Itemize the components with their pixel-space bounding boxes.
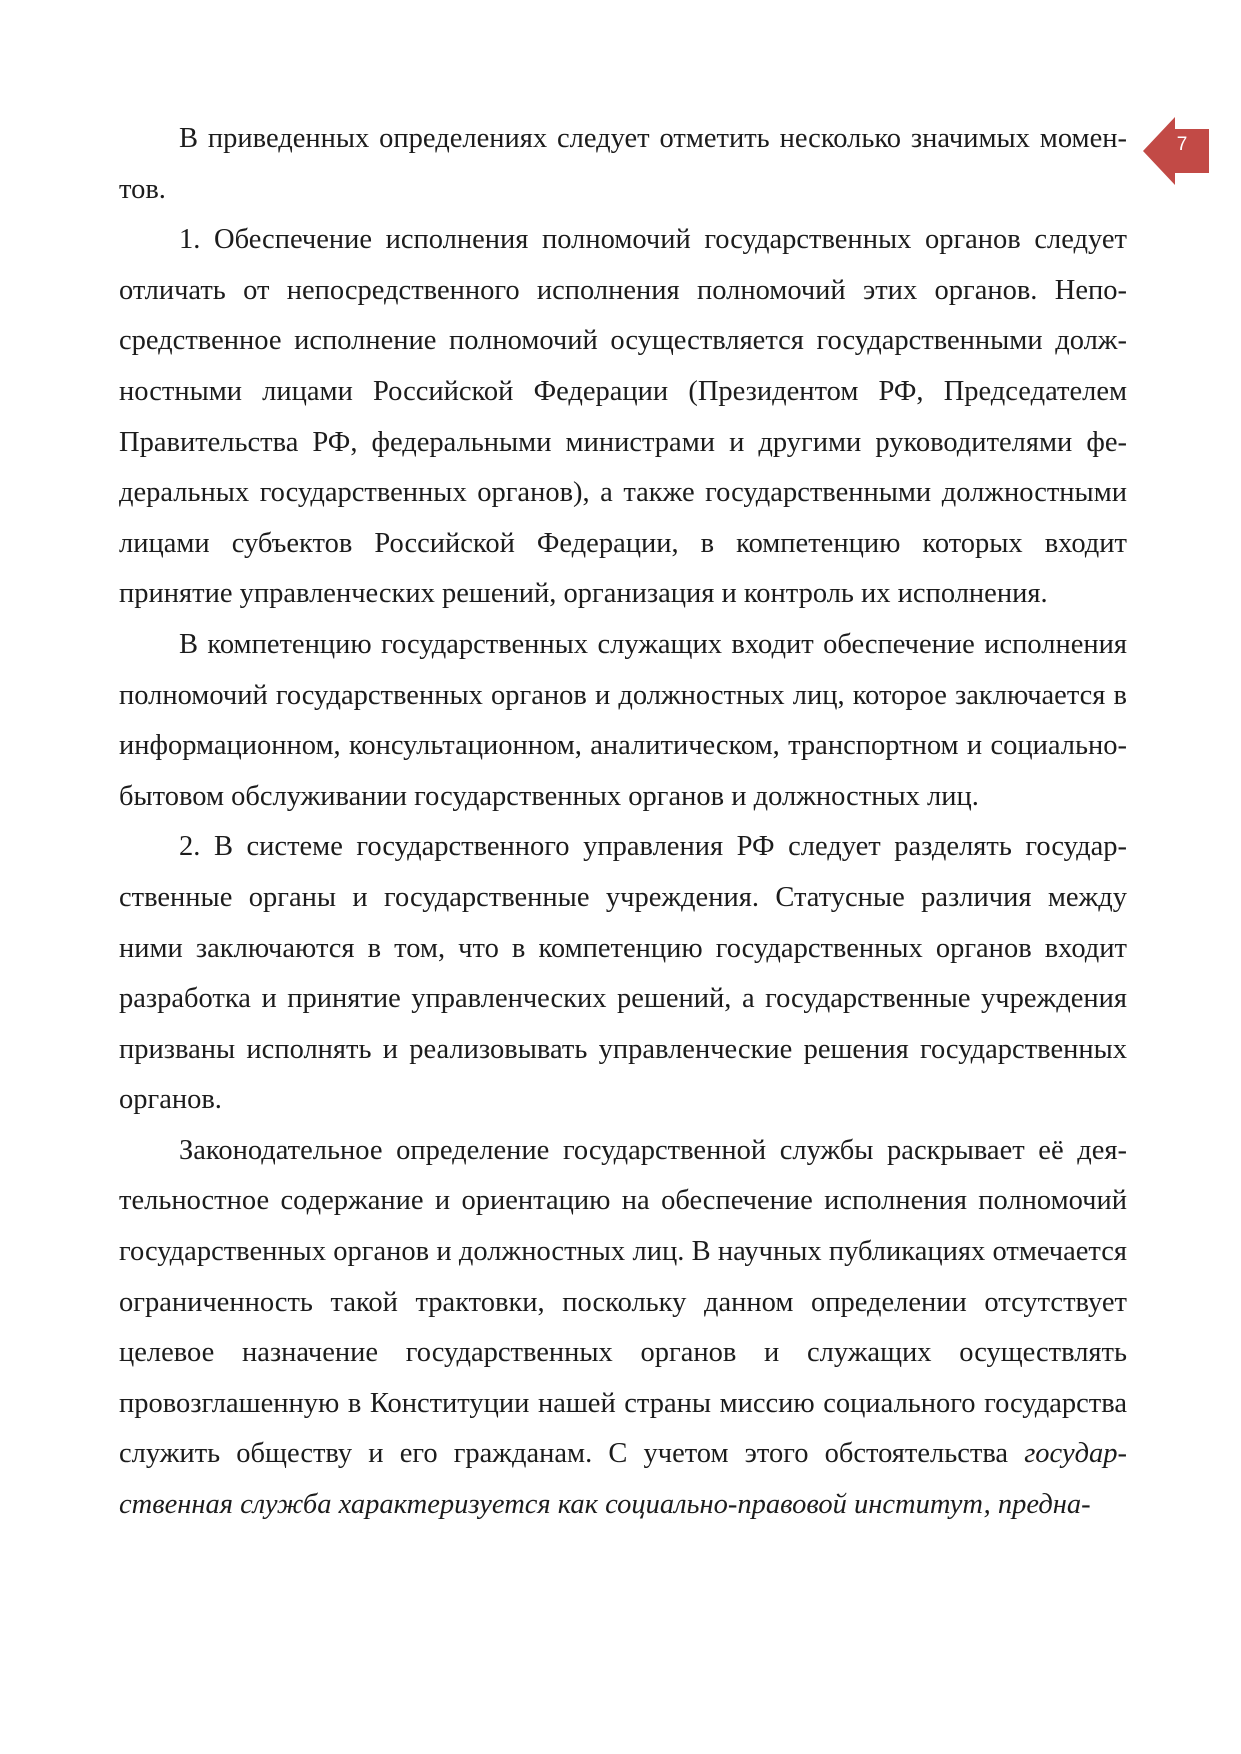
italic-definition: государственная служба характеризуется как социально-правовой институт, предна- (119, 1438, 1127, 1521)
paragraph-text: 1. Обеспечение исполнения полномочий государственных органов следует отличать от непосредственного исполнения полномочий этих органов. Непосредственное исполнение полномочий осуществляется государственными должностными лицами Российской Федерации (Президентом РФ, Председателем Правительства РФ, федеральными министрами и другими руководителями федеральных государственных органов), а также государственными должностными лицами субъектов Российской Федерации, в компетенцию которых входит принятие управленческих решений, организация и контроль их исполнения. (119, 224, 1127, 610)
paragraph-text: Законодательное определение государственной службы раскрывает её деятельностное содержание и ориентацию на обеспечение исполнения полномочий государственных органов и должностных лиц. В научных публикациях отмечается ограниченность такой трактовки, поскольку данном определении отсутствует целевое назначение государственных органов и служащих осуществлять провозглашенную в Конституции нашей страны миссию социального государства служить обществу и его гражданам. С учетом этого обстоятельства (119, 1134, 1127, 1470)
paragraph-point-1 (119, 215, 1127, 620)
paragraph-text: 2. В системе государственного управления РФ следует разделять государственные органы и государственные учреждения. Статусные различия между ними заключаются в том, что в компетенцию государственных органов входит разработка и принятие управленческих решений, а государственные учреждения призваны исполнять и реализовывать управленческие решения государственных органов. (119, 831, 1127, 1116)
paragraph-text: В приведенных определениях следует отметить несколько значимых моментов. (119, 123, 1127, 205)
paragraph-intro (119, 114, 1127, 215)
page-number: 7 (1176, 134, 1188, 155)
paragraph-definition (119, 1126, 1127, 1531)
paragraph-civil-servants (119, 620, 1127, 822)
paragraph-text: В компетенцию государственных служащих входит обеспечение исполнения полномочий государственных органов и должностных лиц, которое заключается в информационном, консультационном, аналитическом, транспортном и социально-бытовом обслуживании государственных органов и должностных лиц. (119, 628, 1127, 812)
document-body (119, 114, 1127, 1531)
paragraph-point-2 (119, 822, 1127, 1126)
